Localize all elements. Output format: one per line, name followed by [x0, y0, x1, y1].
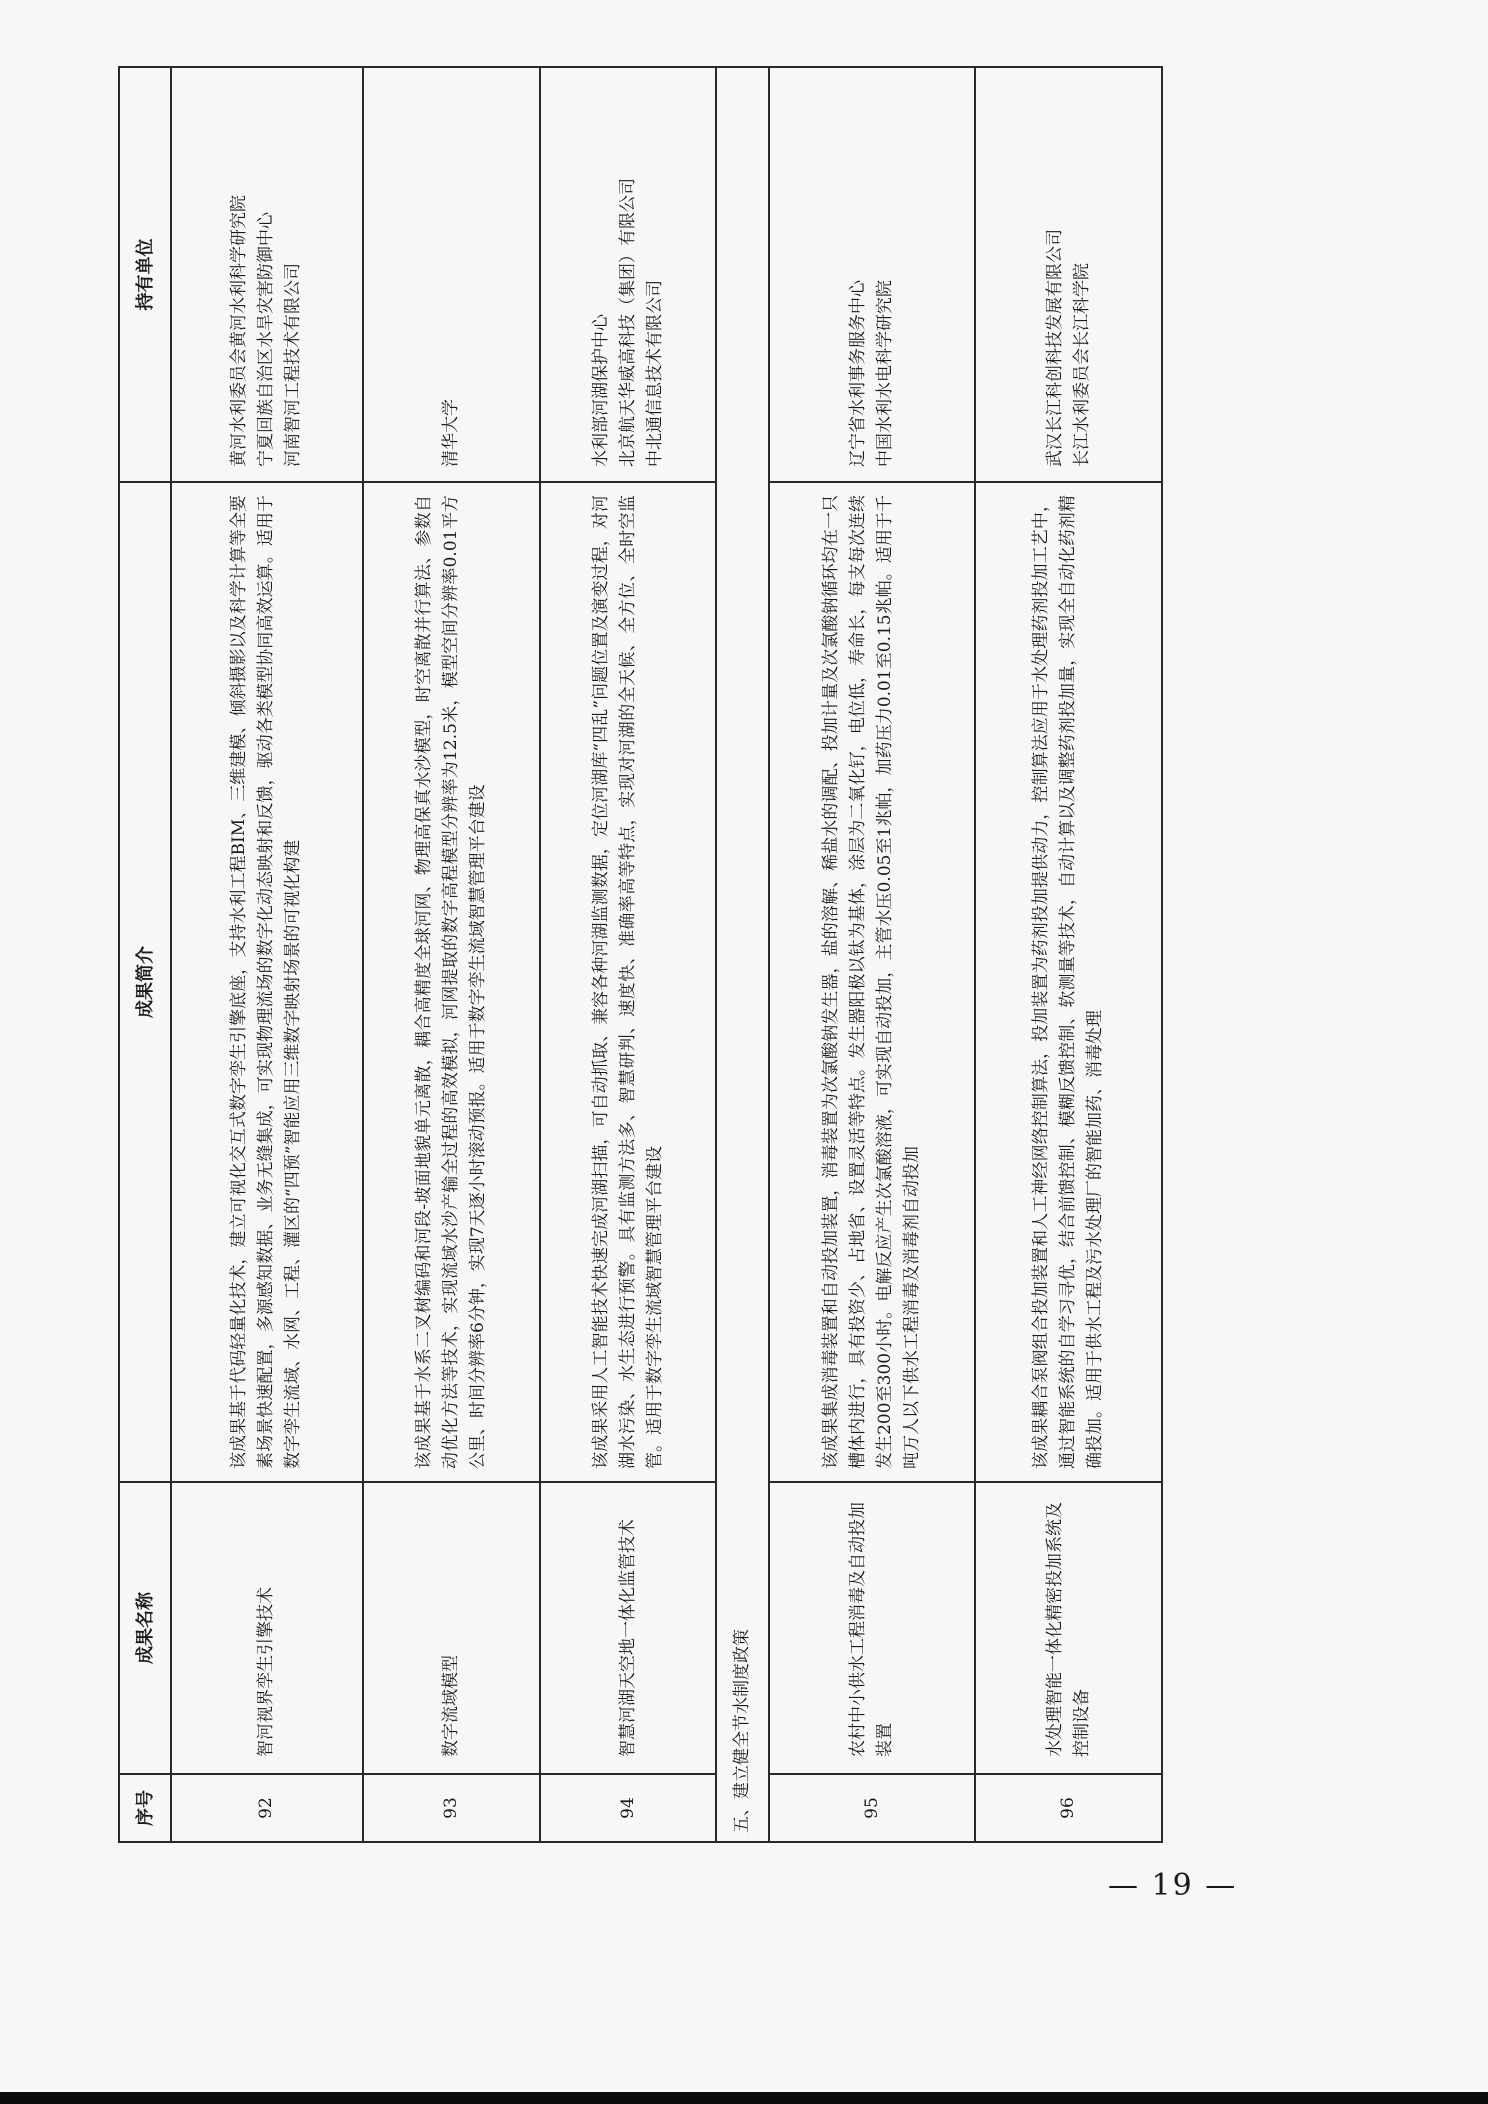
header-name: 成果名称 [119, 1482, 171, 1774]
holder-line: 长江水利委员会长江科学院 [1071, 263, 1092, 467]
row-num: 96 [975, 1774, 1162, 1842]
row-intro: 该成果基于代码轻量化技术，建立可视化交互式数字孪生引擎底座，支持水利工程BIM、三维建模、倾斜摄影以及科学计算等全要素场景快速配置，多源感知数据、业务无缝集成，可实现物理流场的数字化动态映射和反馈，驱动各类模型协同高效运算。适用于数字孪生流域、水网、工程、灌区的“四预”智能应用三维数字映射场景的可视化构建 [171, 482, 363, 1482]
row-num: 95 [769, 1774, 975, 1842]
header-intro: 成果简介 [119, 482, 171, 1482]
row-num: 93 [363, 1774, 541, 1842]
holder-line: 清华大学 [441, 399, 462, 467]
header-holder: 持有单位 [119, 67, 171, 482]
row-holder [769, 67, 975, 482]
holder-line: 中北通信息技术有限公司 [644, 280, 665, 467]
row-holder [363, 67, 541, 482]
holder-line: 辽宁省水利事务服务中心 [848, 280, 869, 467]
achievement-table [118, 66, 1163, 1843]
table-row [171, 67, 363, 1842]
holder-line: 武汉长江科创科技发展有限公司 [1044, 229, 1065, 467]
table-row [975, 67, 1162, 1842]
section-row [716, 67, 769, 1842]
row-name: 农村中小供水工程消毒及自动投加装置 [769, 1482, 975, 1774]
table-row [540, 67, 716, 1842]
row-name: 数字流域模型 [363, 1482, 541, 1774]
row-num: 94 [540, 1774, 716, 1842]
row-name: 智河视界孪生引擎技术 [171, 1482, 363, 1774]
row-name: 智慧河湖天空地一体化监管技术 [540, 1482, 716, 1774]
row-intro: 该成果基于水系二叉树编码和河段-坡面地貌单元离散，耦合高精度全球河网、物理高保真水沙模型，时空离散并行算法、参数自动优化方法等技术，实现流域水沙产输全过程的高效模拟，河网提取的数字高程模型分辨率为12.5米，模型空间分辨率0.01平方公里、时间分辨率6分钟，实现7天逐小时滚动预报。适用于数字孪生流域智慧管理平台建设 [363, 482, 541, 1482]
holder-line: 北京航天华威高科技（集团）有限公司 [617, 178, 638, 467]
scan-edge [0, 2092, 1488, 2104]
header-num: 序号 [119, 1774, 171, 1842]
row-holder [171, 67, 363, 482]
rotated-table-container [118, 68, 1163, 1843]
holder-line: 河南智河工程技术有限公司 [283, 263, 304, 467]
holder-line: 水利部河湖保护中心 [590, 314, 611, 467]
row-holder [540, 67, 716, 482]
row-intro: 该成果集成消毒装置和自动投加装置，消毒装置为次氯酸钠发生器，盐的溶解、稀盐水的调配、投加计量及次氯酸钠循环均在一只槽体内进行，具有投资少、占地省、设置灵活等特点。发生器阳极以钛为基体，涂层为二氧化钌，电位低，寿命长，每支每次连续发生200至300小时。电解反应产生次氯酸溶液，可实现自动投加，主管水压0.05至1兆帕，加药压力0.01至0.15兆帕。适用于千吨万人以下供水工程消毒及消毒剂自动投加 [769, 482, 975, 1482]
table-row [363, 67, 541, 1842]
row-holder [975, 67, 1162, 482]
section-title: 五、建立健全节水制度政策 [716, 67, 769, 1842]
row-name: 水处理智能一体化精密投加系统及控制设备 [975, 1482, 1162, 1774]
holder-line: 宁夏回族自治区水旱灾害防御中心 [256, 212, 277, 467]
table-row [769, 67, 975, 1842]
table-header-row [119, 67, 171, 1842]
holder-line: 黄河水利委员会黄河水利科学研究院 [229, 195, 250, 467]
holder-line: 中国水利水电科学研究院 [875, 280, 896, 467]
row-intro: 该成果耦合泵阀组合投加装置和人工神经网络控制算法，投加装置为药剂投加提供动力，控制算法应用于水处理药剂投加工艺中，通过智能系统的自学习寻优，结合前馈控制、模糊反馈控制、软测量等技术，自动计算以及调整药剂投加量，实现全自动化药剂精确投加。适用于供水工程及污水处理厂的智能加药、消毒处理 [975, 482, 1162, 1482]
row-num: 92 [171, 1774, 363, 1842]
page-number: — 19 — [1108, 1868, 1238, 1903]
row-intro: 该成果采用人工智能技术快速完成河湖扫描，可自动抓取、兼容各种河湖监测数据，定位河湖库“四乱”问题位置及演变过程，对河湖水污染、水生态进行预警。具有监测方法多、智慧研判、速度快、准确率高等特点，实现对河湖的全天候、全方位、全时空监管。适用于数字孪生流域智慧管理平台建设 [540, 482, 716, 1482]
